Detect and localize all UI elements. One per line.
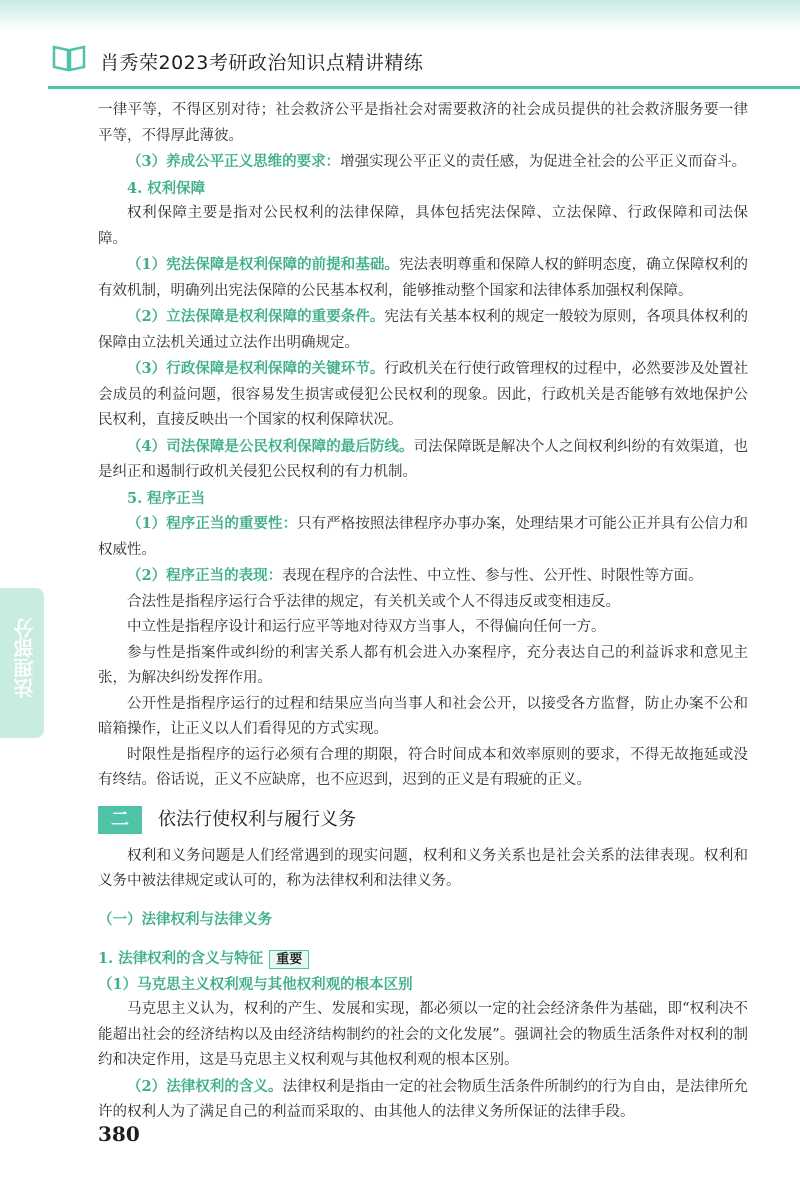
paragraph	[98, 1074, 748, 1126]
paragraph: 马克思主义认为，权利的产生、发展和实现，都必须以一定的社会经济条件为基础，即“权利决不能超出社会的经济结构以及由经济结构制约的社会的文化发展”。强调社会的物质生活条件对权利的制约和决定作用，这是马克思主义权利观与其他权利观的根本区别。	[98, 1001, 748, 1068]
item-body: 宪法有关基本权利的规定一般较为原则，各项具体权利的保障由立法机关通过立法作出明确规定。	[98, 309, 748, 351]
section-heading	[98, 806, 748, 834]
paragraph: 中立性是指程序设计和运行应平等地对待双方当事人，不得偏向任何一方。	[127, 619, 606, 635]
paragraph: 合法性是指程序运行合乎法律的规定，有关机关或个人不得违反或变相违反。	[127, 593, 620, 610]
item-heading: （2）程序正当的表现：	[127, 567, 283, 584]
item-body: 行政机关在行使行政管理权的过程中，必然要涉及处置社会成员的利益问题，很容易发生损害或侵犯公民权利的现象。因此，行政机关是否能够有效地保护公民权利，直接反映出一个国家的权利保障状况。	[98, 361, 748, 428]
paragraph	[98, 252, 748, 304]
item-heading: （1）程序正当的重要性：	[127, 515, 298, 532]
header-title: 肖秀荣2023考研政治知识点精讲精练	[100, 52, 424, 74]
section-title: 依法行使权利与履行义务	[158, 808, 356, 830]
item-heading: （2）法律权利的含义。	[127, 1077, 283, 1095]
item-heading: （4）司法保障是公民权利保障的最后防线。	[127, 437, 414, 455]
subsection-title: （一）法律权利与法律义务	[98, 910, 272, 928]
item-heading: （1）宪法保障是权利保障的前提和基础。	[127, 256, 399, 273]
paragraph	[98, 434, 748, 486]
section-badge: 二	[98, 806, 142, 834]
paragraph	[98, 149, 748, 176]
page-header	[0, 0, 800, 90]
item-body: 表现在程序的合法性、中立性、参与性、公开性、时限性等方面。	[282, 568, 703, 584]
paragraph	[98, 356, 748, 434]
paragraph	[98, 511, 748, 563]
subheading-text: 1. 法律权利的含义与特征	[98, 950, 264, 967]
paragraph: 一律平等，不得区别对待；社会救济公平是指社会对需要救济的社会成员提供的社会救济服务要一律平等，不得厚此薄彼。	[98, 102, 748, 144]
importance-tag: 重要	[269, 950, 309, 969]
item-body: 增强实现公平正义的责任感，为促进全社会的公平正义而奋斗。	[340, 154, 747, 170]
paragraph: 权利保障主要是指对公民权利的法律保障，具体包括宪法保障、立法保障、行政保障和司法保障。	[98, 205, 748, 247]
page-number: 380	[98, 1122, 140, 1146]
header-divider	[48, 86, 800, 89]
subheading	[98, 946, 748, 972]
header-strip	[0, 0, 800, 30]
item-body: 司法保障既是解决个人之间权利纠纷的有效渠道，也是纠正和遏制行政机关侵犯公民权利的有力机制。	[98, 438, 748, 480]
side-tab-label: 法理部分	[13, 618, 37, 698]
item-body: 法律权利是指由一定的社会物质生活条件所制约的行为自由，是法律所允许的权利人为了满足自己的利益而采取的、由其他人的法律义务所保证的法律手段。	[98, 1078, 748, 1120]
paragraph: 公开性是指程序运行的过程和结果应当向当事人和社会公开，以接受各方监督，防止办案不公和暗箱操作，让正义以人们看得见的方式实现。	[98, 695, 748, 737]
subheading: 5. 程序正当	[127, 489, 206, 507]
item-heading: （3）养成公平正义思维的要求：	[127, 153, 341, 170]
paragraph: 权利和义务问题是人们经常遇到的现实问题，权利和义务关系也是社会关系的法律表现。权利和义务中被法律规定或认可的，称为法律权利和法律义务。	[98, 847, 748, 889]
paragraph: 参与性是指案件或纠纷的利害关系人都有机会进入办案程序，充分表达自己的利益诉求和意见主张，为解决纠纷发挥作用。	[98, 644, 748, 686]
paragraph	[98, 563, 748, 590]
item-heading: （2）立法保障是权利保障的重要条件。	[127, 308, 385, 325]
subheading: 4. 权利保障	[127, 179, 206, 197]
item-body: 宪法表明尊重和保障人权的鲜明态度，确立保障权利的有效机制，明确列出宪法保障的公民基本权利，能够推动整个国家和法律体系加强权利保障。	[98, 257, 748, 299]
paragraph: 时限性是指程序的运行必须有合理的期限，符合时间成本和效率原则的要求，不得无故拖延或没有终结。俗话说，正义不应缺席，也不应迟到，迟到的正义是有瑕疵的正义。	[98, 746, 748, 788]
side-tab	[0, 588, 44, 738]
item-heading: （1）马克思主义权利观与其他权利观的根本区别	[98, 975, 413, 993]
item-heading: （3）行政保障是权利保障的关键环节。	[127, 360, 385, 377]
page-content	[98, 98, 748, 1126]
item-body: 只有严格按照法律程序办事办案，处理结果才可能公正并具有公信力和权威性。	[98, 516, 748, 558]
paragraph	[98, 304, 748, 356]
book-icon	[52, 44, 86, 72]
